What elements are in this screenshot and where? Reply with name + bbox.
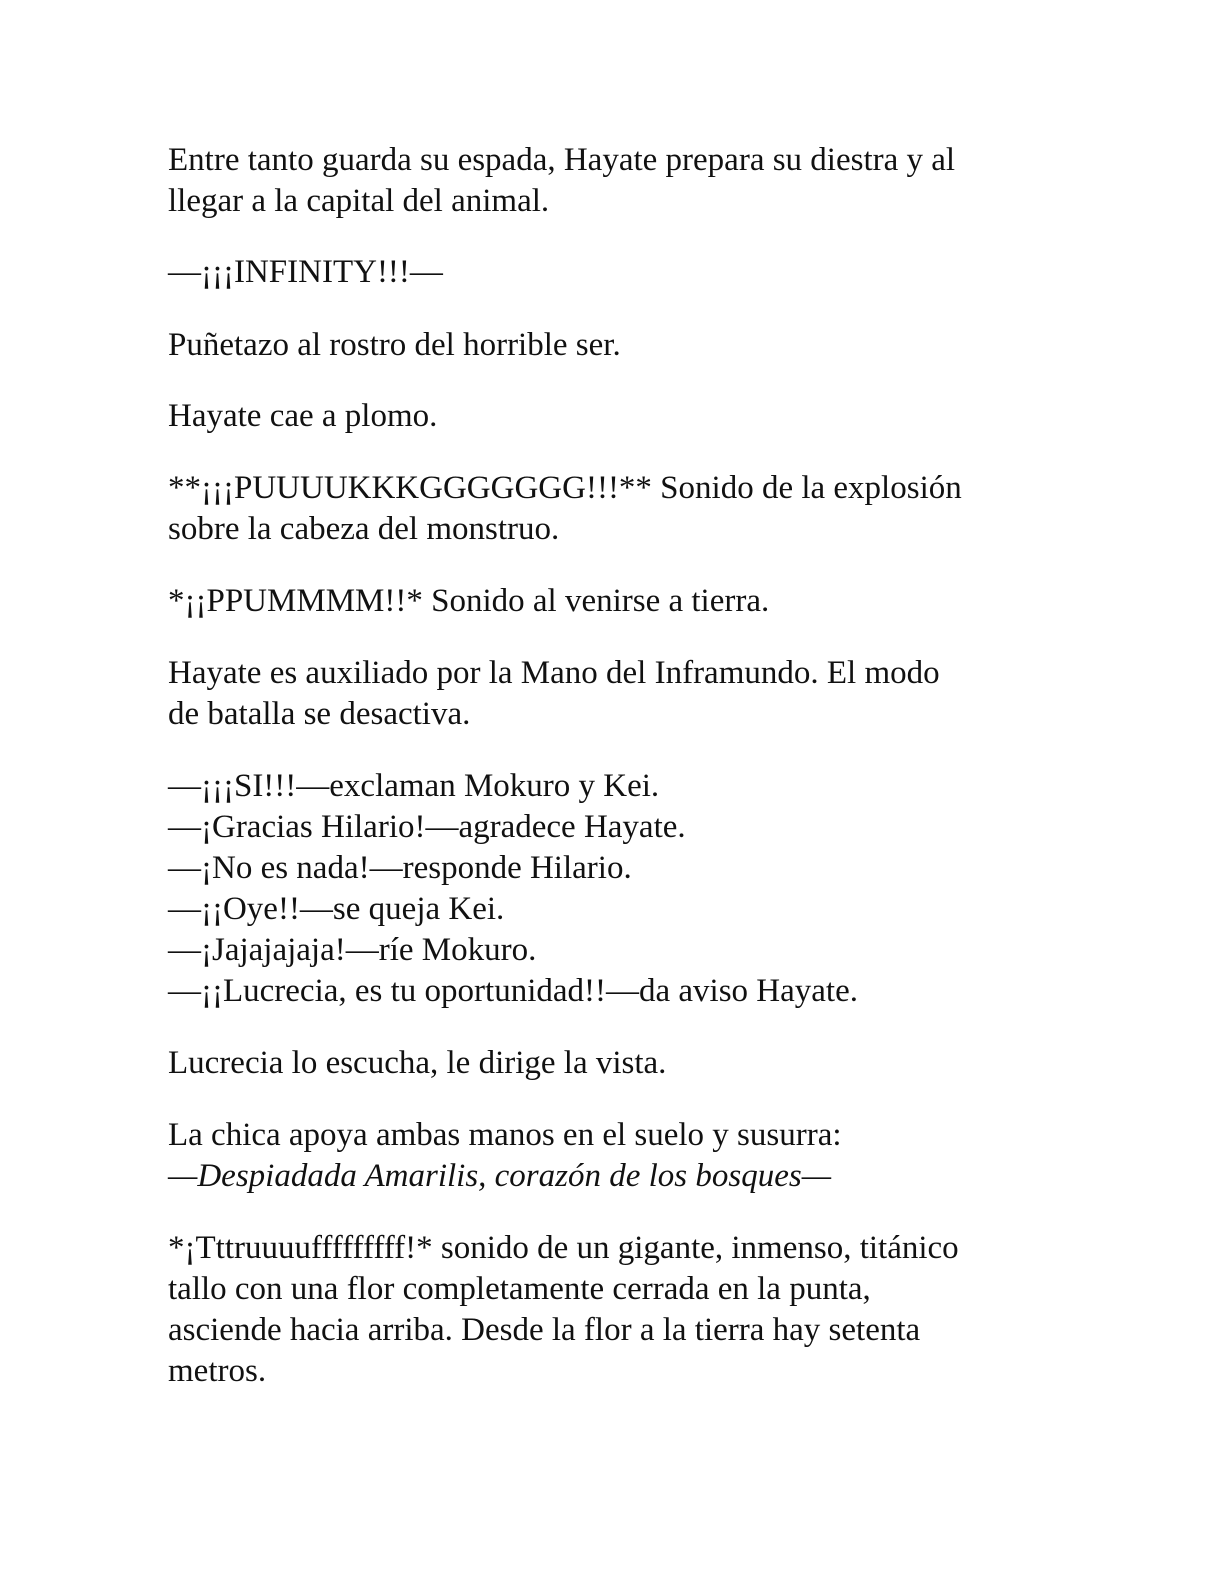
text-line: **¡¡¡PUUUUKKKGGGGGGG!!!** Sonido de la explosión xyxy=(168,470,962,506)
dialogue-line: —¡Gracias Hilario!—agradece Hayate. xyxy=(168,809,686,845)
text-line: La chica apoya ambas manos en el suelo y susurra: xyxy=(168,1117,842,1153)
paragraph-hayate-prepares xyxy=(168,140,1048,222)
paragraph-spell-whisper xyxy=(168,1115,1048,1197)
paragraph-giant-stalk xyxy=(168,1228,1048,1392)
text-line: —¡¡¡INFINITY!!!— xyxy=(168,254,443,290)
dialogue-line: —¡¡Oye!!—se queja Kei. xyxy=(168,891,505,927)
dialogue-line: —¡¡¡SI!!!—exclaman Mokuro y Kei. xyxy=(168,768,660,804)
dialogue-line: —¡No es nada!—responde Hilario. xyxy=(168,850,632,886)
paragraph-explosion-sound xyxy=(168,468,1048,550)
text-line: Entre tanto guarda su espada, Hayate prepara su diestra y al xyxy=(168,142,956,178)
text-line: asciende hacia arriba. Desde la flor a la tierra hay setenta xyxy=(168,1312,921,1348)
text-line: llegar a la capital del animal. xyxy=(168,183,550,219)
paragraph-underworld-hand xyxy=(168,653,1048,735)
paragraph-dialogue xyxy=(168,766,1048,1012)
paragraph-landing-sound xyxy=(168,581,1048,622)
paragraph-infinity-shout xyxy=(168,252,1048,293)
text-line: Hayate es auxiliado por la Mano del Inframundo. El modo xyxy=(168,655,940,691)
text-line: *¡Tttruuuufffffffff!* sonido de un gigante, inmenso, titánico xyxy=(168,1230,959,1266)
dialogue-line: —¡Jajajajaja!—ríe Mokuro. xyxy=(168,932,537,968)
text-line: Puñetazo al rostro del horrible ser. xyxy=(168,327,621,363)
text-line: Lucrecia lo escucha, le dirige la vista. xyxy=(168,1045,667,1081)
paragraph-punch xyxy=(168,325,1048,366)
text-line: Hayate cae a plomo. xyxy=(168,398,438,434)
spell-incantation-line: —Despiadada Amarilis, corazón de los bosques— xyxy=(168,1158,832,1194)
text-line: sobre la cabeza del monstruo. xyxy=(168,511,560,547)
text-line: de batalla se desactiva. xyxy=(168,696,471,732)
text-line: tallo con una flor completamente cerrada en la punta, xyxy=(168,1271,871,1307)
text-line: *¡¡PPUMMMM!!* Sonido al venirse a tierra. xyxy=(168,583,770,619)
paragraph-hayate-falls xyxy=(168,396,1048,437)
dialogue-line: —¡¡Lucrecia, es tu oportunidad!!—da aviso Hayate. xyxy=(168,973,858,1009)
paragraph-lucrecia-listens xyxy=(168,1043,1048,1084)
text-line: metros. xyxy=(168,1353,267,1389)
